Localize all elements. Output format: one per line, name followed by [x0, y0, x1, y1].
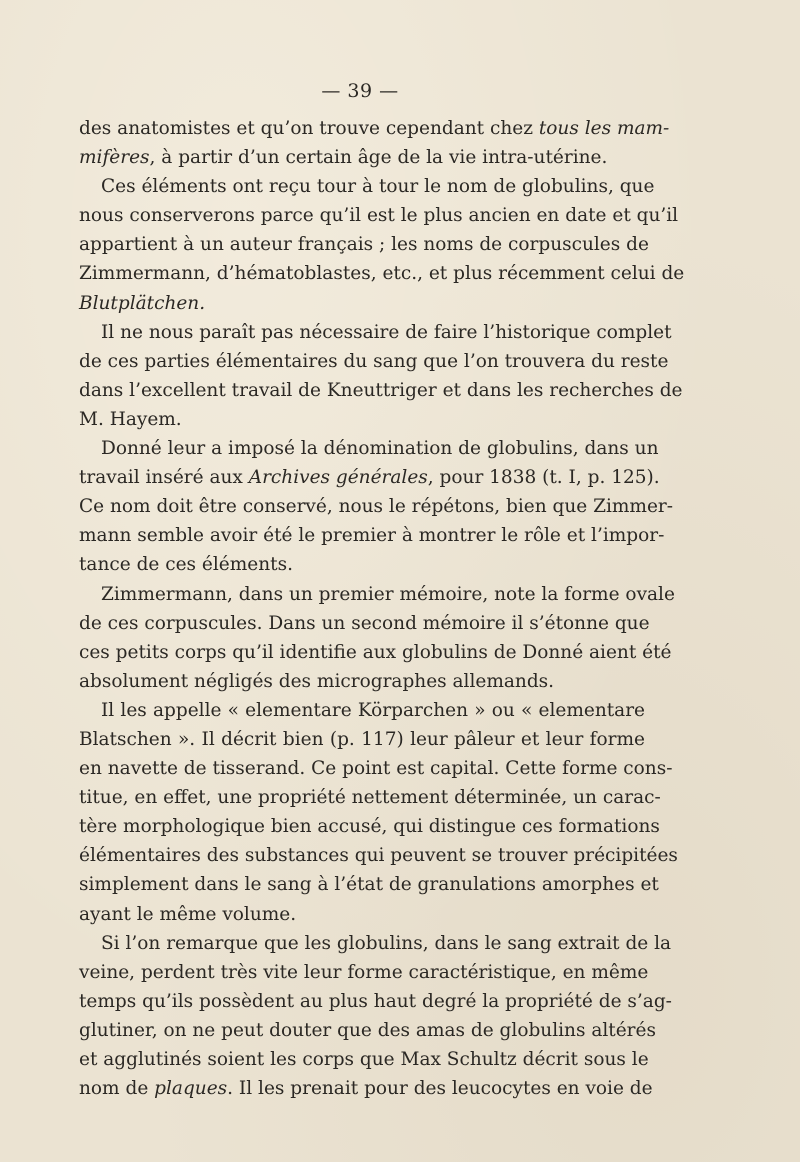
text-line	[79, 289, 645, 318]
text-line	[79, 550, 645, 579]
text-run: et agglutinés soient les corps que Max Schultz décrit sous le	[79, 1049, 649, 1070]
text-run: nom de	[79, 1078, 155, 1100]
text-run: des anatomistes et qu’on trouve cependant chez	[79, 118, 539, 139]
italic-run: mifères	[79, 147, 150, 169]
text-line	[79, 376, 683, 405]
italic-run: Archives générales	[248, 467, 428, 489]
text-run: , à partir d’un certain âge de la vie intra-utérine.	[149, 147, 608, 169]
text-line	[79, 841, 678, 870]
text-line	[79, 958, 649, 987]
text-line	[79, 521, 665, 550]
text-run: ayant le même volume.	[79, 903, 297, 925]
text-line	[79, 638, 672, 667]
text-run: Il les appelle « elementare Körparchen » ou « elementare	[101, 699, 645, 721]
text-line	[79, 1045, 649, 1074]
text-run: en navette de tisserand. Ce point est capital. Cette forme cons-	[79, 758, 673, 780]
text-line	[79, 812, 660, 841]
text-run: de ces corpuscules. Dans un second mémoire il s’étonne que	[79, 612, 650, 634]
text-run: tère morphologique bien accusé, qui distingue ces formations	[79, 816, 660, 838]
text-line	[79, 609, 650, 638]
text-run: M. Hayem.	[79, 408, 182, 430]
text-line	[79, 434, 659, 463]
text-run: simplement dans le sang à l’état de granulations amorphes et	[79, 874, 659, 896]
text-run: Il ne nous paraît pas nécessaire de faire l’historique complet	[101, 321, 672, 343]
text-line	[79, 725, 645, 754]
paragraph	[79, 172, 685, 317]
text-run: absolument négligés des micrographes allemands.	[79, 670, 555, 692]
italic-run: tous les mam-	[538, 118, 670, 139]
text-line	[79, 667, 645, 696]
paragraph	[79, 114, 670, 172]
italic-run: Blutplätchen.	[79, 292, 206, 314]
paragraph	[79, 929, 672, 1104]
paragraph	[79, 696, 678, 929]
text-run: veine, perdent très vite leur forme caractéristique, en même	[79, 961, 649, 983]
text-line	[79, 580, 675, 609]
text-run: travail inséré aux	[79, 467, 249, 489]
text-run: Zimmermann, d’hématoblastes, etc., et plus récemment celui de	[79, 263, 685, 285]
text-line	[79, 405, 645, 434]
text-run: Blatschen ». Il décrit bien (p. 117) leur pâleur et leur forme	[79, 728, 645, 750]
text-line	[79, 463, 660, 492]
text-run: tance de ces éléments.	[79, 554, 293, 576]
text-run: dans l’excellent travail de Kneuttriger et dans les recherches de	[79, 379, 683, 401]
text-run: , pour 1838 (t. I, p. 125).	[427, 467, 660, 489]
paragraph	[79, 580, 675, 696]
text-line	[79, 900, 645, 929]
text-line	[79, 929, 672, 958]
text-run: Ces éléments ont reçu tour à tour le nom de globulins, que	[101, 176, 655, 198]
text-run: nous conserverons parce qu’il est le plus ancien en date et qu’il	[79, 205, 679, 227]
text-run: Ce nom doit être conservé, nous le répétons, bien que Zimmer-	[79, 496, 673, 518]
text-run: Donné leur a imposé la dénomination de globulins, dans un	[101, 438, 659, 460]
text-run: élémentaires des substances qui peuvent se trouver précipitées	[79, 845, 678, 867]
text-line	[79, 870, 659, 899]
text-line	[79, 1016, 656, 1045]
text-line	[79, 783, 661, 812]
text-line	[79, 347, 669, 376]
text-run: titue, en effet, une propriété nettement déterminée, un carac-	[79, 787, 661, 809]
text-line	[79, 754, 673, 783]
text-run: ces petits corps qu’il identifie aux globulins de Donné aient été	[79, 641, 672, 663]
text-run: glutiner, on ne peut douter que des amas de globulins altérés	[79, 1019, 656, 1041]
text-run: mann semble avoir été le premier à montrer le rôle et l’impor-	[79, 525, 665, 547]
text-line	[79, 172, 655, 201]
page-number: — 39 —	[321, 80, 399, 102]
text-run: Si l’on remarque que les globulins, dans le sang extrait de la	[101, 932, 672, 954]
text-line	[79, 987, 672, 1016]
text-line	[79, 114, 670, 143]
text-line	[79, 318, 672, 347]
italic-run: plaques	[154, 1078, 228, 1100]
text-line	[79, 201, 679, 230]
body-text	[79, 114, 685, 1103]
paragraph	[79, 318, 683, 434]
text-run: . Il les prenait pour des leucocytes en voie de	[227, 1078, 653, 1100]
text-run: Zimmermann, dans un premier mémoire, note la forme ovale	[101, 583, 675, 605]
text-line	[79, 259, 685, 288]
text-line	[79, 1074, 653, 1103]
text-line	[79, 230, 649, 259]
text-run: temps qu’ils possèdent au plus haut degré la propriété de s’ag-	[79, 990, 672, 1012]
text-line	[79, 492, 673, 521]
text-run: appartient à un auteur français ; les noms de corpuscules de	[79, 234, 649, 256]
text-line	[79, 696, 645, 725]
text-run: de ces parties élémentaires du sang que l’on trouvera du reste	[79, 350, 669, 372]
paragraph	[79, 434, 673, 579]
text-line	[79, 143, 645, 172]
